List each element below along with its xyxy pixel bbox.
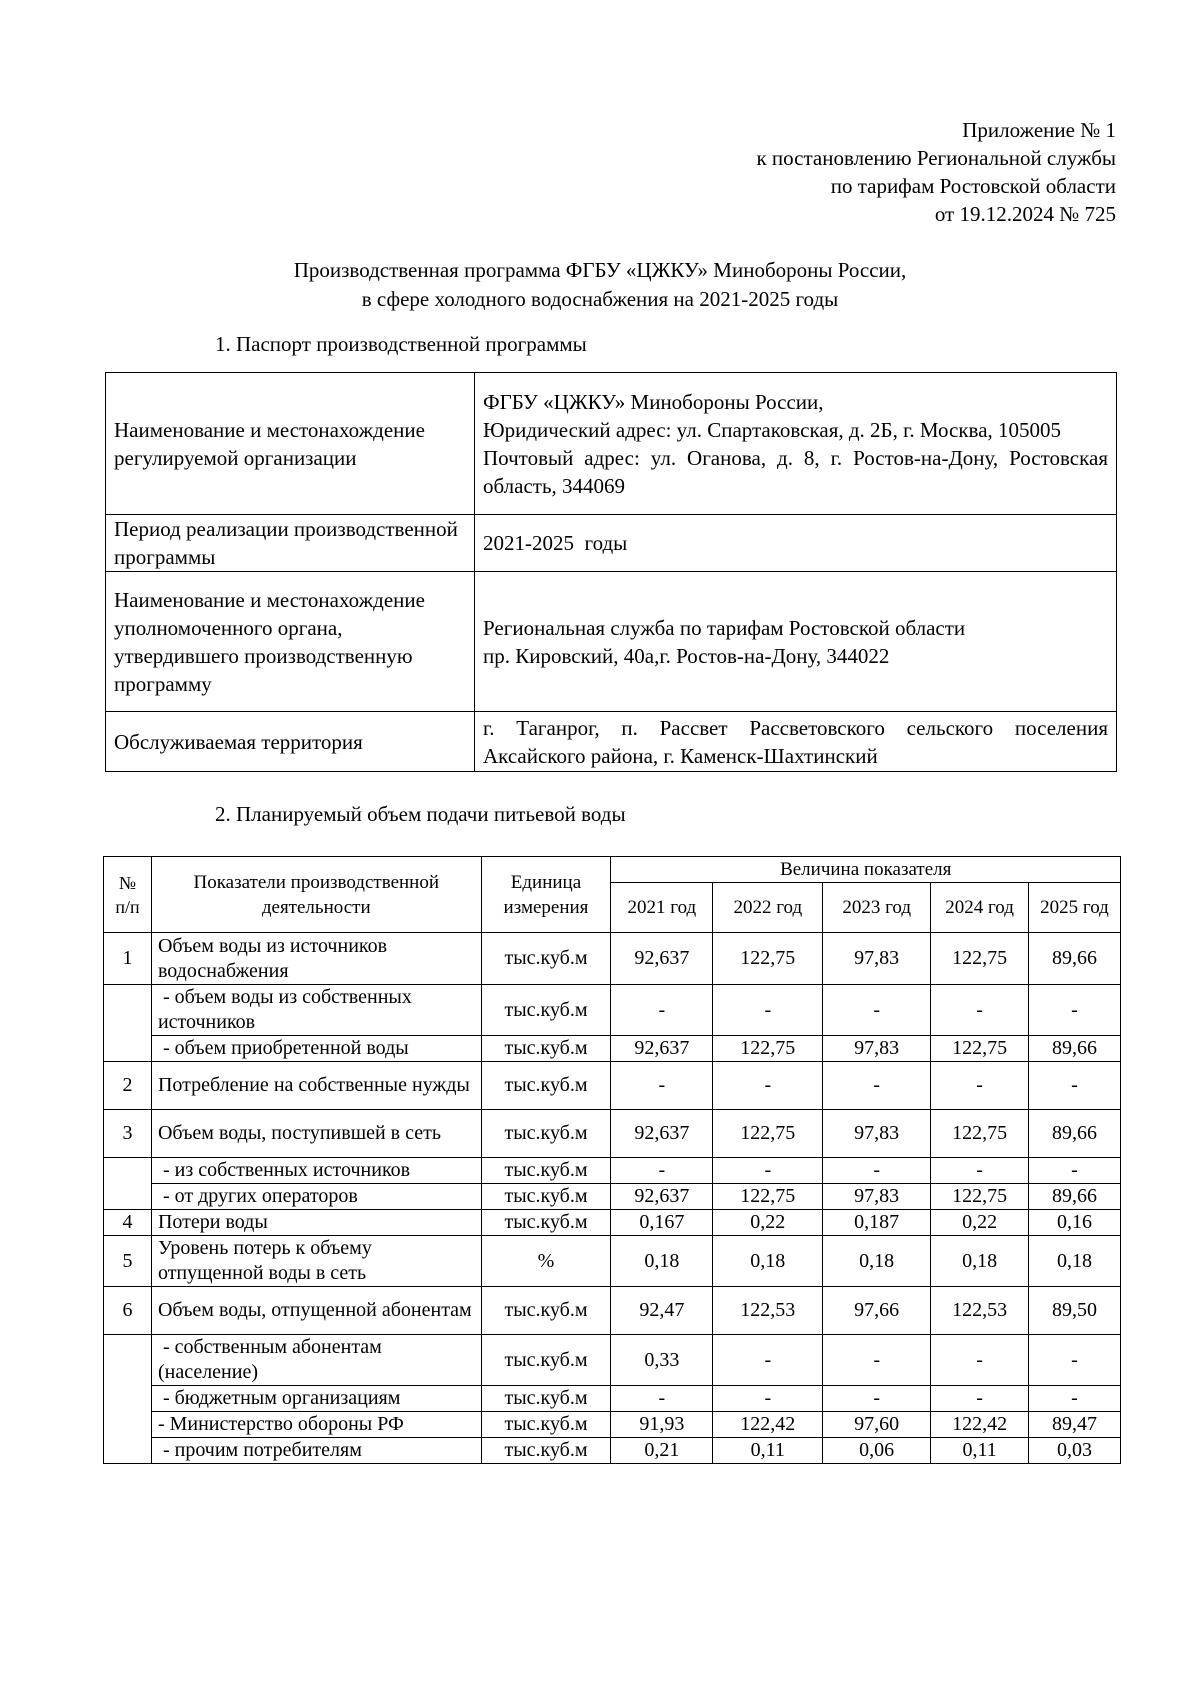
row-unit: тыс.куб.м bbox=[481, 933, 611, 985]
row-value: 122,75 bbox=[931, 1036, 1029, 1062]
row-value: - bbox=[713, 985, 823, 1036]
table-row bbox=[104, 933, 1121, 985]
row-indicator: - от других операторов bbox=[151, 1184, 481, 1210]
header-number: № п/п bbox=[104, 857, 152, 933]
row-value: - bbox=[823, 1386, 931, 1412]
header-unit: Единица измерения bbox=[481, 857, 611, 933]
row-value: 92,637 bbox=[611, 933, 713, 985]
passport-table bbox=[105, 372, 1117, 772]
row-value: 0,03 bbox=[1029, 1438, 1121, 1464]
row-value: - bbox=[931, 1386, 1029, 1412]
row-value: 92,637 bbox=[611, 1110, 713, 1158]
row-value: 122,75 bbox=[713, 1110, 823, 1158]
row-value: - bbox=[823, 1335, 931, 1386]
row-value: 122,42 bbox=[713, 1412, 823, 1438]
row-value: 92,47 bbox=[611, 1287, 713, 1335]
table-row bbox=[104, 1287, 1121, 1335]
row-value: 0,187 bbox=[823, 1210, 931, 1236]
passport-label: Наименование и местонахождение регулируемой организации bbox=[106, 373, 475, 515]
row-unit: тыс.куб.м bbox=[481, 1184, 611, 1210]
row-value: - bbox=[1029, 1386, 1121, 1412]
row-indicator: Объем воды из источников водоснабжения bbox=[151, 933, 481, 985]
passport-row bbox=[106, 515, 1117, 572]
passport-label: Наименование и местонахождение уполномоченного органа, утвердившего производственную программу bbox=[106, 572, 475, 712]
row-unit: тыс.куб.м bbox=[481, 1287, 611, 1335]
passport-row bbox=[106, 712, 1117, 772]
row-value: 0,11 bbox=[931, 1438, 1029, 1464]
row-number: 3 bbox=[104, 1110, 152, 1158]
row-value: - bbox=[713, 1062, 823, 1110]
passport-row bbox=[106, 373, 1117, 515]
row-value: 0,11 bbox=[713, 1438, 823, 1464]
row-value: 89,66 bbox=[1029, 1036, 1121, 1062]
row-value: 0,33 bbox=[611, 1335, 713, 1386]
row-value: - bbox=[611, 985, 713, 1036]
row-unit: тыс.куб.м bbox=[481, 1210, 611, 1236]
row-value: - bbox=[713, 1386, 823, 1412]
row-value: - bbox=[611, 1158, 713, 1184]
row-value: 0,06 bbox=[823, 1438, 931, 1464]
row-value: - bbox=[823, 1158, 931, 1184]
row-value: - bbox=[931, 1062, 1029, 1110]
row-indicator: Потребление на собственные нужды bbox=[151, 1062, 481, 1110]
row-value: 97,66 bbox=[823, 1287, 931, 1335]
table-row bbox=[104, 1062, 1121, 1110]
row-value: 97,83 bbox=[823, 1110, 931, 1158]
row-value: 122,75 bbox=[931, 933, 1029, 985]
row-value: - bbox=[931, 985, 1029, 1036]
row-value: - bbox=[611, 1062, 713, 1110]
table-row bbox=[104, 1036, 1121, 1062]
row-value: 89,66 bbox=[1029, 1184, 1121, 1210]
row-value: 122,75 bbox=[931, 1110, 1029, 1158]
title-line: Производственная программа ФГБУ «ЦЖКУ» Минобороны России, bbox=[293, 258, 907, 282]
row-value: 122,75 bbox=[713, 1036, 823, 1062]
row-number: 2 bbox=[104, 1062, 152, 1110]
row-value: - bbox=[611, 1386, 713, 1412]
appendix-line: к постановлению Региональной службы bbox=[756, 146, 1116, 170]
section-heading: 2. Планируемый объем подачи питьевой воды bbox=[215, 802, 626, 826]
row-number: 1 bbox=[104, 933, 152, 985]
header-year: 2024 год bbox=[931, 883, 1029, 933]
row-value: 0,18 bbox=[611, 1236, 713, 1287]
row-value: - bbox=[1029, 1158, 1121, 1184]
table-row bbox=[104, 1184, 1121, 1210]
row-value: 0,16 bbox=[1029, 1210, 1121, 1236]
table-row bbox=[104, 1210, 1121, 1236]
appendix-line: Приложение № 1 bbox=[962, 118, 1116, 142]
row-value: 0,18 bbox=[1029, 1236, 1121, 1287]
passport-value-line: г. Таганрог, п. Рассвет Рассветовского сельского поселения Аксайского района, г. Каменск-Шахтинский bbox=[483, 715, 1108, 768]
passport-value-line: Почтовый адрес: ул. Оганова, д. 8, г. Ростов-на-Дону, Ростовская область, 344069 bbox=[483, 445, 1108, 498]
row-unit: тыс.куб.м bbox=[481, 1386, 611, 1412]
header-values-group: Величина показателя bbox=[611, 857, 1121, 883]
row-value: - bbox=[1029, 985, 1121, 1036]
table-row bbox=[104, 1158, 1121, 1184]
passport-value-line: ФГБУ «ЦЖКУ» Минобороны России, bbox=[483, 389, 824, 414]
appendix-line: по тарифам Ростовской области bbox=[830, 174, 1116, 198]
row-number: 4 bbox=[104, 1210, 152, 1236]
row-value: - bbox=[823, 1062, 931, 1110]
row-value: 92,637 bbox=[611, 1036, 713, 1062]
header-year: 2023 год bbox=[823, 883, 931, 933]
passport-value bbox=[475, 515, 1117, 572]
table-row bbox=[104, 1412, 1121, 1438]
row-value: 0,18 bbox=[931, 1236, 1029, 1287]
header-year: 2025 год bbox=[1029, 883, 1121, 933]
row-value: - bbox=[1029, 1335, 1121, 1386]
row-unit: тыс.куб.м bbox=[481, 985, 611, 1036]
row-unit: тыс.куб.м bbox=[481, 1412, 611, 1438]
passport-value-line: пр. Кировский, 40а,г. Ростов-на-Дону, 344022 bbox=[483, 643, 890, 668]
passport-value bbox=[475, 572, 1117, 712]
row-value: - bbox=[1029, 1062, 1121, 1110]
header-year: 2022 год bbox=[713, 883, 823, 933]
row-unit: тыс.куб.м bbox=[481, 1438, 611, 1464]
document-title bbox=[0, 256, 1200, 314]
passport-value-line: Юридический адрес: ул. Спартаковская, д. 2Б, г. Москва, 105005 bbox=[483, 417, 1062, 442]
row-value: - bbox=[713, 1335, 823, 1386]
row-value: 92,637 bbox=[611, 1184, 713, 1210]
row-value: 97,83 bbox=[823, 1036, 931, 1062]
passport-row bbox=[106, 572, 1117, 712]
row-unit: тыс.куб.м bbox=[481, 1110, 611, 1158]
appendix-line: от 19.12.2024 № 725 bbox=[934, 202, 1116, 226]
row-number: 5 bbox=[104, 1236, 152, 1287]
header-indicator: Показатели производственной деятельности bbox=[151, 857, 481, 933]
table-row bbox=[104, 1110, 1121, 1158]
row-indicator: - прочим потребителям bbox=[151, 1438, 481, 1464]
appendix-block bbox=[756, 116, 1116, 228]
passport-value-line: 2021-2025 годы bbox=[483, 531, 628, 555]
row-indicator: - собственным абонентам (население) bbox=[151, 1335, 481, 1386]
row-indicator: - Министерство обороны РФ bbox=[151, 1412, 481, 1438]
row-value: 122,53 bbox=[713, 1287, 823, 1335]
row-indicator: - объем приобретенной воды bbox=[151, 1036, 481, 1062]
table-row bbox=[104, 1236, 1121, 1287]
passport-value-line: Региональная служба по тарифам Ростовской области bbox=[483, 615, 966, 640]
passport-label: Обслуживаемая территория bbox=[106, 712, 475, 772]
title-line: в сфере холодного водоснабжения на 2021-2025 годы bbox=[361, 287, 839, 311]
table-row bbox=[104, 1386, 1121, 1412]
header-row bbox=[104, 857, 1121, 883]
row-value: 89,66 bbox=[1029, 1110, 1121, 1158]
table-row bbox=[104, 1438, 1121, 1464]
row-value: 0,22 bbox=[931, 1210, 1029, 1236]
row-indicator: - из собственных источников bbox=[151, 1158, 481, 1184]
row-number-empty bbox=[104, 1335, 152, 1464]
row-value: 91,93 bbox=[611, 1412, 713, 1438]
row-indicator: Потери воды bbox=[151, 1210, 481, 1236]
row-indicator: Уровень потерь к объему отпущенной воды в сеть bbox=[151, 1236, 481, 1287]
row-unit: тыс.куб.м bbox=[481, 1158, 611, 1184]
row-value: 97,83 bbox=[823, 933, 931, 985]
row-value: 89,66 bbox=[1029, 933, 1121, 985]
row-unit: тыс.куб.м bbox=[481, 1335, 611, 1386]
row-unit: тыс.куб.м bbox=[481, 1036, 611, 1062]
passport-label: Период реализации производственной программы bbox=[106, 515, 475, 572]
row-value: 0,21 bbox=[611, 1438, 713, 1464]
table-body bbox=[104, 933, 1121, 1464]
row-unit: тыс.куб.м bbox=[481, 1062, 611, 1110]
row-value: 97,60 bbox=[823, 1412, 931, 1438]
row-value: 122,75 bbox=[931, 1184, 1029, 1210]
row-value: - bbox=[931, 1158, 1029, 1184]
row-value: 122,53 bbox=[931, 1287, 1029, 1335]
row-unit: % bbox=[481, 1236, 611, 1287]
water-volume-table bbox=[103, 856, 1121, 1464]
row-value: 0,22 bbox=[713, 1210, 823, 1236]
row-number-empty bbox=[104, 985, 152, 1062]
row-value: 122,75 bbox=[713, 1184, 823, 1210]
table-row bbox=[104, 985, 1121, 1036]
table-row bbox=[104, 1335, 1121, 1386]
row-indicator: Объем воды, отпущенной абонентам bbox=[151, 1287, 481, 1335]
row-value: 89,47 bbox=[1029, 1412, 1121, 1438]
passport-value bbox=[475, 712, 1117, 772]
row-value: 122,42 bbox=[931, 1412, 1029, 1438]
row-value: - bbox=[713, 1158, 823, 1184]
row-number: 6 bbox=[104, 1287, 152, 1335]
row-value: 89,50 bbox=[1029, 1287, 1121, 1335]
row-value: 122,75 bbox=[713, 933, 823, 985]
row-value: - bbox=[823, 985, 931, 1036]
header-year: 2021 год bbox=[611, 883, 713, 933]
row-value: 0,18 bbox=[823, 1236, 931, 1287]
row-value: 97,83 bbox=[823, 1184, 931, 1210]
row-value: - bbox=[931, 1335, 1029, 1386]
row-number-empty bbox=[104, 1158, 152, 1210]
row-indicator: Объем воды, поступившей в сеть bbox=[151, 1110, 481, 1158]
section-heading: 1. Паспорт производственной программы bbox=[215, 332, 587, 356]
row-value: 0,167 bbox=[611, 1210, 713, 1236]
row-value: 0,18 bbox=[713, 1236, 823, 1287]
row-indicator: - бюджетным организациям bbox=[151, 1386, 481, 1412]
row-indicator: - объем воды из собственных источников bbox=[151, 985, 481, 1036]
passport-value bbox=[475, 373, 1117, 515]
